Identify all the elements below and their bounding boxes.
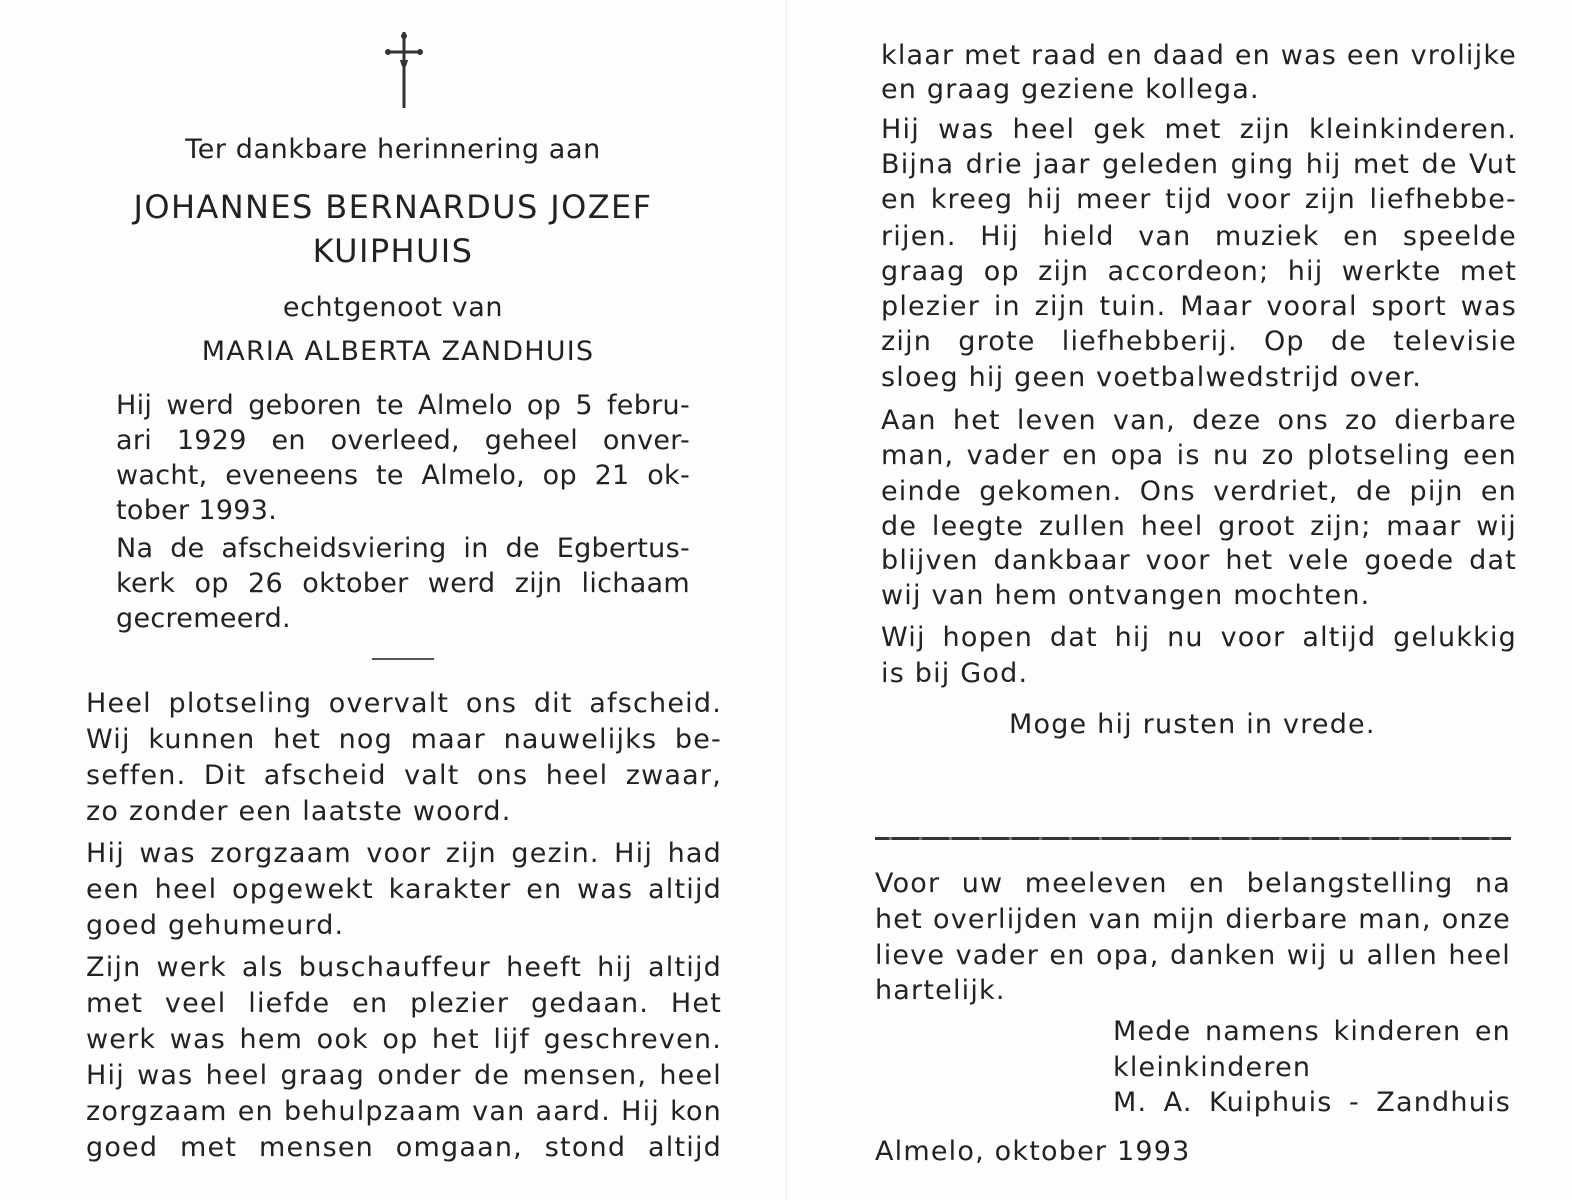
text-line: is bij God. bbox=[881, 658, 1029, 689]
text-line: met veel liefde en plezier gedaan. Het bbox=[86, 988, 722, 1019]
signature-line: kleinkinderen bbox=[1113, 1052, 1312, 1083]
bio-line: Na de afscheidsviering in de Egbertus- bbox=[116, 533, 690, 564]
bio-line: gecremeerd. bbox=[116, 603, 291, 634]
text-line: sloeg hij geen voetbalwedstrijd over. bbox=[881, 362, 1423, 393]
bio-line: Hij werd geboren te Almelo op 5 febru- bbox=[116, 390, 690, 421]
intro-text: Ter dankbare herinnering aan bbox=[185, 134, 601, 165]
text-line: man, vader en opa is nu zo plotseling een bbox=[881, 440, 1517, 471]
signature-line: M. A. Kuiphuis - Zandhuis bbox=[1113, 1087, 1511, 1118]
text-line: lieve vader en opa, danken wij u allen heel bbox=[875, 940, 1511, 971]
closing-line: Moge hij rusten in vrede. bbox=[1009, 709, 1376, 740]
text-line: Hij was zorgzaam voor zijn gezin. Hij had bbox=[86, 838, 722, 869]
bio-line: ari 1929 en overleed, geheel onver- bbox=[116, 425, 690, 456]
text-line: zorgzaam en behulpzaam van aard. Hij kon bbox=[86, 1096, 722, 1127]
text-line: Hij was heel graag onder de mensen, heel bbox=[86, 1060, 722, 1091]
place-date: Almelo, oktober 1993 bbox=[875, 1136, 1191, 1167]
right-page bbox=[786, 0, 1572, 1200]
divider bbox=[875, 837, 1511, 840]
text-line: graag op zijn accordeon; hij werkte met bbox=[881, 256, 1517, 287]
bio-line: kerk op 26 oktober werd zijn lichaam bbox=[116, 568, 690, 599]
cross-icon bbox=[383, 30, 425, 110]
text-line: werk was hem ook op het lijf geschreven. bbox=[86, 1024, 722, 1055]
divider bbox=[372, 658, 434, 660]
text-line: en graag geziene kollega. bbox=[881, 74, 1260, 105]
text-line: Hij was heel gek met zijn kleinkinderen. bbox=[881, 114, 1517, 145]
text-line: het overlijden van mijn dierbare man, onze bbox=[875, 904, 1511, 935]
text-line: rijen. Hij hield van muziek en speelde bbox=[881, 221, 1517, 252]
text-line: seffen. Dit afscheid valt ons heel zwaar, bbox=[86, 760, 722, 791]
text-line: een heel opgewekt karakter en was altijd bbox=[86, 874, 722, 905]
text-line: klaar met raad en daad en was een vrolijke bbox=[881, 40, 1517, 71]
text-line: zijn grote liefhebberij. Op de televisie bbox=[881, 326, 1517, 357]
text-line: Wij hopen dat hij nu voor altijd gelukkig bbox=[881, 622, 1517, 653]
bio-line: wacht, eveneens te Almelo, op 21 ok- bbox=[116, 460, 690, 491]
text-line: hartelijk. bbox=[875, 975, 1006, 1006]
text-line: zo zonder een laatste woord. bbox=[86, 796, 512, 827]
text-line: einde gekomen. Ons verdriet, de pijn en bbox=[881, 476, 1517, 507]
text-line: wij van hem ontvangen mochten. bbox=[881, 580, 1371, 611]
spouse-name: MARIA ALBERTA ZANDHUIS bbox=[201, 336, 595, 367]
text-line: de leegte zullen heel groot zijn; maar wij bbox=[881, 511, 1517, 542]
text-line: Voor uw meeleven en belangstelling na bbox=[875, 868, 1511, 899]
signature-line: Mede namens kinderen en bbox=[1113, 1016, 1511, 1047]
text-line: Heel plotseling overvalt ons dit afscheid. bbox=[86, 688, 722, 719]
spouse-intro: echtgenoot van bbox=[282, 292, 504, 323]
text-line: en kreeg hij meer tijd voor zijn liefhebbe- bbox=[881, 184, 1517, 215]
bio-line: tober 1993. bbox=[116, 495, 278, 526]
text-line: Wij kunnen het nog maar nauwelijks be- bbox=[86, 724, 722, 755]
text-line: Zijn werk als buschauffeur heeft hij altijd bbox=[86, 952, 722, 983]
text-line: plezier in zijn tuin. Maar vooral sport was bbox=[881, 291, 1517, 322]
text-line: Bijna drie jaar geleden ging hij met de Vut bbox=[881, 149, 1517, 180]
deceased-name-line2: KUIPHUIS bbox=[312, 232, 474, 270]
text-line: goed met mensen omgaan, stond altijd bbox=[86, 1132, 722, 1163]
text-line: goed gehumeurd. bbox=[86, 910, 345, 941]
deceased-name-line1: JOHANNES BERNARDUS JOZEF bbox=[133, 188, 653, 226]
text-line: blijven dankbaar voor het vele goede dat bbox=[881, 545, 1517, 576]
text-line: Aan het leven van, deze ons zo dierbare bbox=[881, 405, 1517, 436]
